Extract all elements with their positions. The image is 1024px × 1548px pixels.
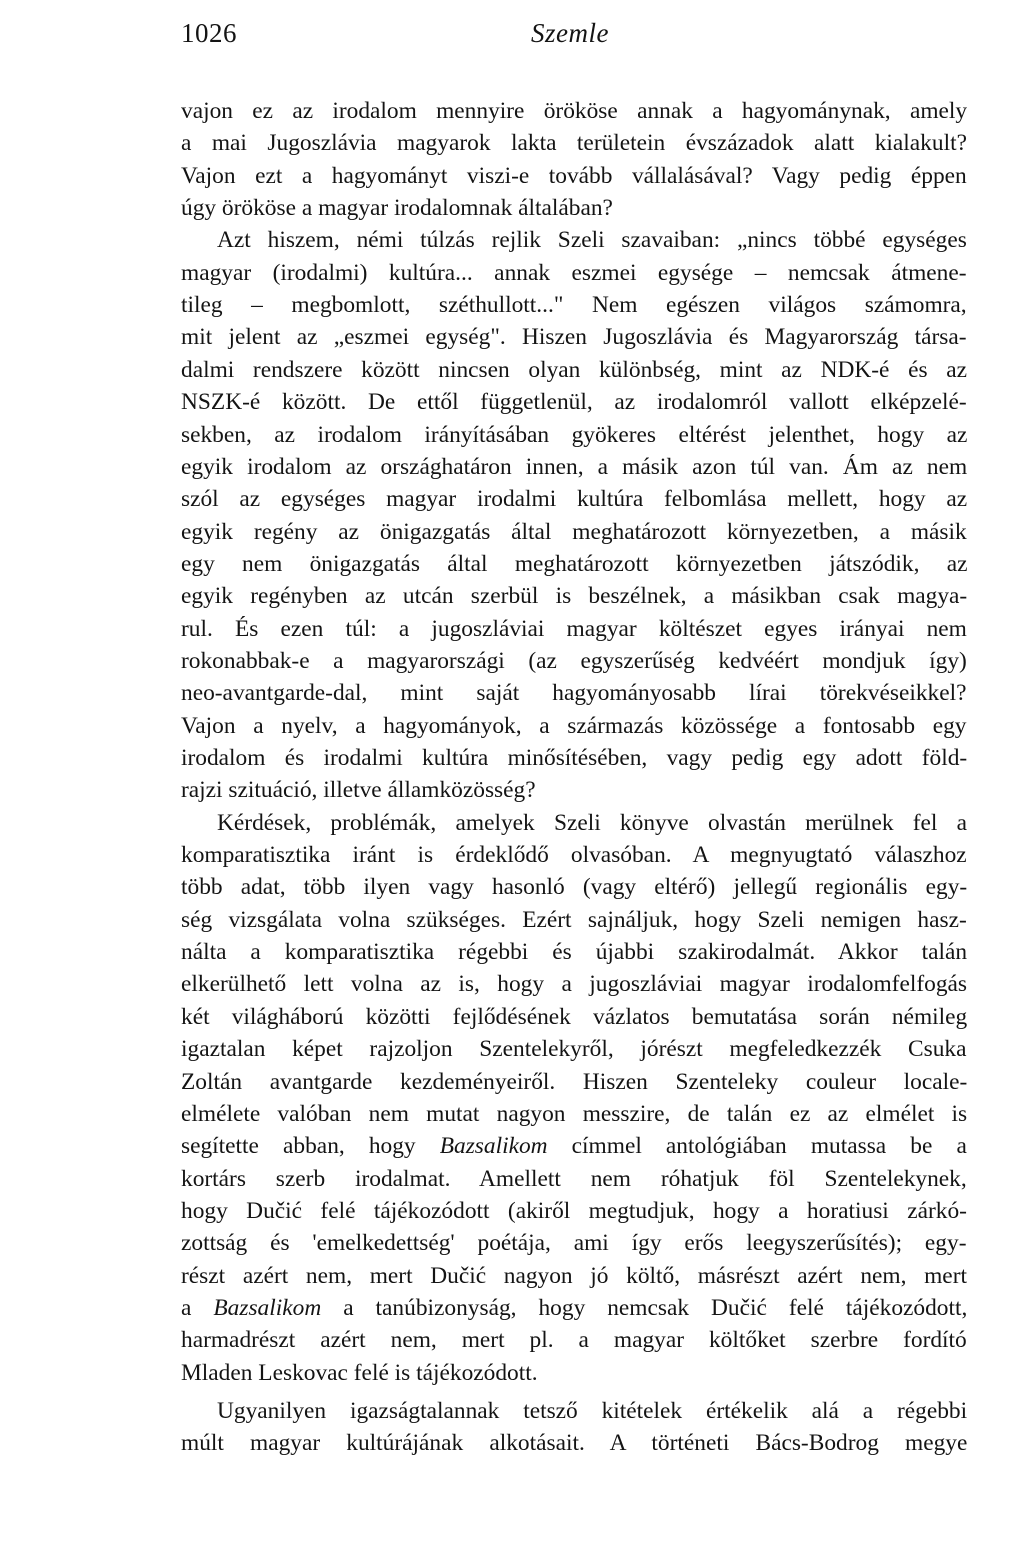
line-text: Vajon a nyelv, a hagyományok, a származás közössége a fontosabb egy: [181, 712, 967, 739]
line-text: elkerülhető lett volna az is, hogy a jugoszláviai magyar irodalomfelfogás: [181, 971, 968, 998]
body-text: [181, 95, 967, 1460]
text-line: [181, 1195, 967, 1227]
text-line: [181, 1260, 967, 1292]
line-text: rokonabbak-e a magyarországi (az egyszerűség kedvéért mondjuk így): [181, 647, 967, 674]
text-line: [181, 419, 967, 451]
text-line: [181, 1033, 967, 1065]
text-line: [181, 289, 967, 321]
line-text: több adat, több ilyen vagy hasonló (vagy eltérő) jellegű regionális egy-: [181, 874, 968, 901]
line-text: rul. És ezen túl: a jugoszláviai magyar költészet egyes irányai nem: [181, 615, 967, 642]
line-text: szól az egységes magyar irodalmi kultúra felbomlása mellett, hogy az: [181, 486, 968, 513]
text-line: [181, 936, 967, 968]
line-text: nálta a komparatisztika régebbi és újabbi szakirodalmát. Akkor talán: [181, 939, 968, 966]
line-text: mit jelent az „eszmei egység". Hiszen Jugoszlávia és Magyarország társa-: [181, 324, 967, 351]
text-line: [181, 1227, 967, 1259]
line-text: a: [181, 1294, 214, 1321]
text-line: [217, 1395, 967, 1427]
text-line: [181, 1098, 967, 1130]
text-line: [181, 904, 967, 936]
line-text: egyik regény az önigazgatás által meghatározott környezetben, a másik: [181, 518, 967, 545]
line-text: igaztalan képet rajzoljon Szentelekyről, jórészt megfeledkezzék Csuka: [181, 1036, 967, 1063]
text-line: [181, 516, 967, 548]
text-line: [181, 1130, 967, 1162]
text-line: [181, 839, 967, 871]
text-line: [181, 710, 967, 742]
line-text: hogy Dučić felé tájékozódott (akiről megtudjuk, hogy a horatiusi zárkó-: [181, 1197, 967, 1224]
text-line: [181, 1066, 967, 1098]
line-text: egyik regényben az utcán szerbül is beszélnek, a másikban csak magya-: [181, 583, 968, 610]
italic-title: Bazsalikom: [439, 1133, 548, 1160]
line-text: Azt hiszem, némi túlzás rejlik Szeli szavaiban: „nincs többé egységes: [217, 227, 967, 254]
line-text: magyar (irodalmi) kultúra... annak eszmei egysége – nemcsak átmene-: [181, 259, 967, 286]
text-line: [181, 1292, 967, 1324]
text-line: [181, 451, 967, 483]
text-line: [181, 1324, 967, 1356]
line-text: a tanúbizonyság, hogy nemcsak Dučić felé tájékozódott,: [321, 1294, 968, 1321]
text-line: [181, 1163, 967, 1195]
line-text: sekben, az irodalom irányításában gyökeres eltérést jelenthet, hogy az: [181, 421, 968, 448]
text-line: [181, 192, 613, 224]
text-line: [181, 742, 967, 774]
line-text: a mai Jugoszlávia magyarok lakta területein évszázadok alatt kialakult?: [181, 130, 967, 157]
line-text: Kérdések, problémák, amelyek Szeli könyve olvastán merülnek fel a: [217, 809, 968, 836]
line-text: tileg – megbomlott, széthullott..." Nem egészen világos számomra,: [181, 292, 967, 319]
text-line: [181, 968, 967, 1000]
line-text: címmel antológiában mutassa be a: [547, 1133, 967, 1160]
line-text: elmélete valóban nem mutat nagyon messzire, de talán ez az elmélet is: [181, 1100, 968, 1127]
line-text: rajzi szituáció, illetve államközösség?: [181, 777, 536, 804]
text-line: [181, 1427, 967, 1459]
line-text: neo-avantgarde-dal, mint saját hagyományosabb lírai törekvéseikkel?: [181, 680, 967, 707]
text-line: [181, 613, 967, 645]
line-text: vajon ez az irodalom mennyire örököse annak a hagyománynak, amely: [181, 98, 968, 124]
line-text: kortárs szerb irodalmat. Amellett nem róhatjuk föl Szentelekynek,: [181, 1165, 967, 1192]
text-line: [181, 354, 967, 386]
line-text: Vajon ezt a hagyományt viszi-e tovább vállalásával? Vagy pedig éppen: [181, 162, 967, 189]
text-line: [181, 871, 967, 903]
line-text: egyik irodalom az országhatáron innen, a másik azon túl van. Ám az nem: [181, 453, 968, 480]
line-text: egy nem önigazgatás által meghatározott környezetben játszódik, az: [181, 550, 968, 577]
line-text: két világháború közötti fejlődésének vázlatos bemutatása során némileg: [181, 1003, 968, 1030]
text-line: [181, 645, 967, 677]
text-line: [181, 160, 967, 192]
text-line: [181, 257, 967, 289]
text-line: [217, 224, 967, 256]
italic-title: Bazsalikom: [213, 1294, 322, 1321]
line-text: segítette abban, hogy: [181, 1133, 440, 1160]
text-line: [181, 774, 536, 806]
line-text: NSZK-é között. De ettől függetlenül, az irodalomról vallott elképzelé-: [181, 389, 967, 416]
line-text: dalmi rendszere között nincsen olyan különbség, mint az NDK-é és az: [181, 356, 967, 383]
page-header: [181, 18, 967, 58]
text-line: [181, 580, 967, 612]
line-text: ség vizsgálata volna szükséges. Ezért sajnáljuk, hogy Szeli nemigen hasz-: [181, 906, 967, 933]
text-line: [181, 483, 967, 515]
text-line: [181, 1357, 538, 1389]
line-text: irodalom és irodalmi kultúra minősítésében, vagy pedig egy adott föld-: [181, 745, 968, 771]
text-line: [181, 95, 967, 127]
text-line: [181, 127, 967, 159]
line-text: harmadrészt azért nem, mert pl. a magyar költőket szerbre fordító: [181, 1327, 967, 1354]
text-line: [217, 807, 967, 839]
text-line: [181, 321, 967, 353]
line-text: Zoltán avantgarde kezdeményeiről. Hiszen Szenteleky couleur locale-: [181, 1068, 968, 1095]
line-text: részt azért nem, mert Dučić nagyon jó költő, másrészt azért nem, mert: [181, 1262, 967, 1289]
line-text: zottság és 'emelkedettség' poétája, ami így erős leegyszerűsítés); egy-: [181, 1230, 967, 1257]
line-text: Mladen Leskovac felé is tájékozódott.: [181, 1359, 538, 1386]
text-line: [181, 548, 967, 580]
line-text: múlt magyar kultúrájának alkotásait. A történeti Bács-Bodrog megye: [181, 1430, 968, 1457]
text-line: [181, 386, 967, 418]
text-line: [181, 677, 967, 709]
running-head: Szemle: [531, 18, 609, 48]
text-line: [181, 1001, 967, 1033]
line-text: komparatisztika iránt is érdeklődő olvasóban. A megnyugtató válaszhoz: [181, 842, 967, 869]
line-text: úgy örököse a magyar irodalomnak általában?: [181, 195, 613, 222]
page-number: 1026: [181, 18, 237, 48]
line-text: Ugyanilyen igazságtalannak tetsző kitételek értékelik alá a régebbi: [217, 1398, 968, 1424]
